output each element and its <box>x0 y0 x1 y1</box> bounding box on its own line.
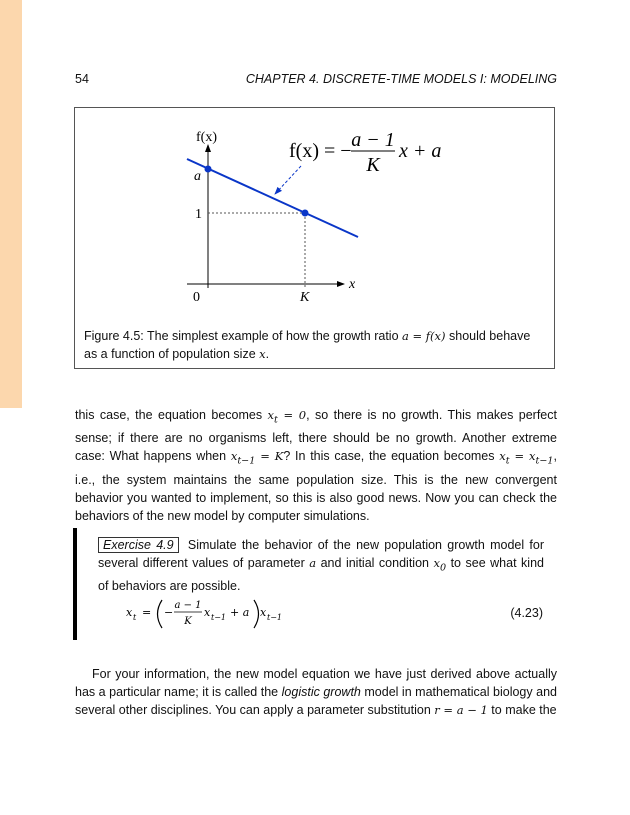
text-run: to make the <box>487 703 557 717</box>
page-edge-tab <box>0 0 22 408</box>
text-run: model in mathematical biology and several other disciplines. You can apply a parameter substitution <box>75 685 557 717</box>
inline-math <box>433 556 447 574</box>
text-run: and initial condition <box>316 556 434 570</box>
math-sub: t <box>505 455 510 467</box>
equilibrium-point <box>302 210 309 217</box>
caption-text: . <box>265 347 270 361</box>
math-sub: t <box>274 414 278 426</box>
eq-tail: x <box>260 606 267 619</box>
eq-plus-a: + a <box>230 606 250 619</box>
eq-lhs: x <box>126 606 133 619</box>
eq-x: x <box>204 606 211 619</box>
equation-denominator: K <box>366 154 380 176</box>
intercept-point <box>205 166 212 173</box>
eq-left-paren <box>158 600 163 628</box>
equation-rhs: x + a <box>399 140 442 162</box>
exercise-4-9 <box>73 528 557 640</box>
text-run: , i.e., the system maintains the same population size. This is the new convergent behavior you wanted to implement, so this is also good news. Now you can check the behaviors of the new model by computer simulations. <box>75 449 557 523</box>
eq-equals: = <box>142 606 152 619</box>
inline-math <box>267 408 307 426</box>
caption-math: x <box>259 347 266 361</box>
equation-numerator: a − 1 <box>351 129 395 151</box>
eq-minus: − <box>164 606 174 619</box>
math-rest: = x <box>509 449 536 464</box>
eq-numerator: a − 1 <box>174 600 202 611</box>
eq-denominator: K <box>184 616 192 627</box>
caption-math: a = f(x) <box>402 329 446 343</box>
text-run: Simulate the behavior of the new population growth model for several different values of parameter <box>98 538 545 570</box>
math-var: x <box>433 556 440 570</box>
caption-text: should behave as a function of population size <box>84 329 531 361</box>
growth-ratio-line <box>187 159 358 237</box>
text-run: to see what kind of behaviors are possible. <box>98 556 544 594</box>
math-rest: = K <box>255 449 284 464</box>
body-paragraph <box>75 665 557 719</box>
exercise-label: Exercise 4.9 <box>98 537 179 553</box>
text-run: , so there is no growth. This makes perfect sense; if there are no organisms left, there should be no growth. Another extreme case: What happens when <box>75 408 557 464</box>
inline-math: r = a − 1 <box>434 703 488 717</box>
caption-text: The simplest example of how the growth ratio <box>143 329 402 343</box>
eq-right-paren <box>254 600 259 628</box>
eq-lhs-sub: t <box>133 613 137 622</box>
eq-tail-sub: t−1 <box>267 613 283 622</box>
figure-caption <box>84 327 546 363</box>
page-header <box>75 72 557 90</box>
chapter-title: CHAPTER 4. DISCRETE-TIME MODELS I: MODELING <box>245 72 557 86</box>
inline-math <box>499 449 554 467</box>
caption-label: Figure 4.5: <box>84 329 144 343</box>
y-axis-label: f(x) <box>196 130 217 145</box>
math-var: x <box>230 449 238 464</box>
math-sub: t−1 <box>535 455 554 467</box>
math-var: x <box>499 449 506 464</box>
math-sub: 0 <box>439 562 447 574</box>
body-paragraph <box>75 406 557 525</box>
page-number: 54 <box>75 72 89 86</box>
label-a: a <box>194 169 201 184</box>
math-var: x <box>267 408 275 422</box>
inline-math <box>230 449 284 467</box>
eq-x-sub: t−1 <box>211 613 227 622</box>
equation-pointer-arrow <box>275 166 301 194</box>
equation-number: (4.23) <box>510 606 543 620</box>
x-axis-label: x <box>349 277 356 292</box>
inline-math: a <box>309 556 317 570</box>
equation-lhs: f(x) = − <box>289 140 352 162</box>
text-run: For your information, the new model equation we have just derived above actually has a particular name; it is called the <box>75 667 557 699</box>
figure-4-5 <box>74 107 555 369</box>
label-zero: 0 <box>193 290 200 305</box>
label-K: K <box>300 290 310 305</box>
figure-plot <box>75 108 554 323</box>
exercise-side-bar <box>73 528 77 640</box>
math-sub: t−1 <box>237 455 256 467</box>
exercise-text <box>98 536 544 595</box>
label-one: 1 <box>195 207 202 222</box>
emphasis: logistic growth <box>281 685 361 699</box>
text-run: ? In this case, the equation becomes <box>283 449 500 464</box>
equation-4-23 <box>98 592 298 636</box>
text-run: this case, the equation becomes <box>75 408 268 422</box>
math-rest: = 0 <box>277 408 307 422</box>
